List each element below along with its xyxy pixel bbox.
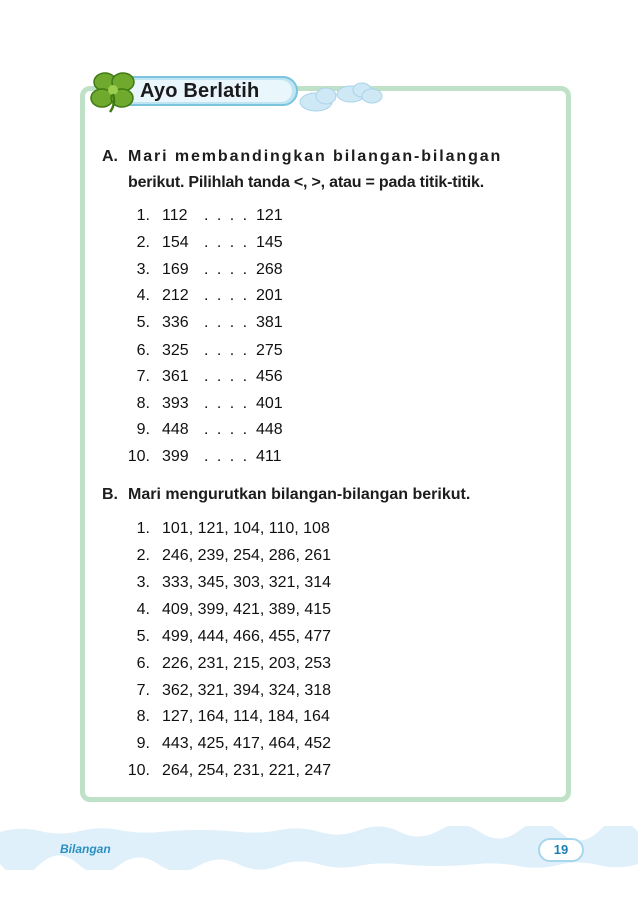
exercise-banner [88,72,302,110]
left-number: 325 [162,342,189,359]
blank-dots[interactable]: . . . . [204,287,250,304]
number-sequence: 362, 321, 394, 324, 318 [162,682,332,699]
left-number: 448 [162,421,189,438]
blank-dots[interactable]: . . . . [204,421,250,438]
left-number: 399 [162,448,189,465]
right-number: 201 [256,287,283,304]
right-number: 411 [256,448,282,465]
right-number: 268 [256,261,283,278]
clover-leaf-icon [88,68,140,114]
number-sequence: 409, 399, 421, 389, 415 [162,601,332,618]
item-number: 1. [136,207,150,224]
right-number: 145 [256,234,283,251]
banner-title: Ayo Berlatih [140,80,260,102]
left-number: 361 [162,368,189,385]
number-sequence: 264, 254, 231, 221, 247 [162,762,332,779]
item-number: 1. [136,520,150,537]
number-sequence: 127, 164, 114, 184, 164 [162,708,330,725]
item-number: 10. [127,762,150,779]
item-number: 9. [136,421,150,438]
item-number: 2. [136,234,150,251]
section-a-instruction-line1: Mari membandingkan bilangan-bilangan [128,148,503,165]
right-number: 275 [256,342,283,359]
item-number: 5. [136,314,150,331]
blank-dots[interactable]: . . . . [204,395,250,412]
number-sequence: 499, 444, 466, 455, 477 [162,628,332,645]
item-number: 4. [136,287,150,304]
item-number: 8. [136,395,150,412]
clouds-decoration-icon [296,80,386,116]
section-b-letter: B. [102,486,118,503]
left-number: 112 [162,207,188,224]
right-number: 401 [256,395,283,412]
item-number: 3. [136,261,150,278]
number-sequence: 443, 425, 417, 464, 452 [162,735,332,752]
blank-dots[interactable]: . . . . [204,368,250,385]
section-a-letter: A. [102,148,118,165]
blank-dots[interactable]: . . . . [204,234,250,251]
footer-chapter-label: Bilangan [60,842,111,856]
item-number: 7. [136,682,150,699]
number-sequence: 333, 345, 303, 321, 314 [162,574,332,591]
number-sequence: 226, 231, 215, 203, 253 [162,655,332,672]
blank-dots[interactable]: . . . . [204,261,250,278]
item-number: 8. [136,708,150,725]
section-b-instruction: Mari mengurutkan bilangan-bilangan berikut. [128,486,471,503]
item-number: 4. [136,601,150,618]
blank-dots[interactable]: . . . . [204,342,250,359]
right-number: 456 [256,368,283,385]
left-number: 336 [162,314,189,331]
item-number: 5. [136,628,150,645]
section-a-instruction-line2: berikut. Pilihlah tanda <, >, atau = pada titik-titik. [128,174,484,191]
item-number: 3. [136,574,150,591]
item-number: 6. [136,342,150,359]
left-number: 212 [162,287,189,304]
item-number: 2. [136,547,150,564]
blank-dots[interactable]: . . . . [204,207,250,224]
number-sequence: 101, 121, 104, 110, 108 [162,520,330,537]
number-sequence: 246, 239, 254, 286, 261 [162,547,332,564]
item-number: 10. [127,448,150,465]
left-number: 154 [162,234,189,251]
right-number: 448 [256,421,283,438]
page-number: 19 [538,838,584,862]
blank-dots[interactable]: . . . . [204,314,250,331]
right-number: 381 [256,314,283,331]
right-number: 121 [256,207,283,224]
item-number: 6. [136,655,150,672]
item-number: 9. [136,735,150,752]
item-number: 7. [136,368,150,385]
blank-dots[interactable]: . . . . [204,448,250,465]
left-number: 393 [162,395,189,412]
left-number: 169 [162,261,189,278]
